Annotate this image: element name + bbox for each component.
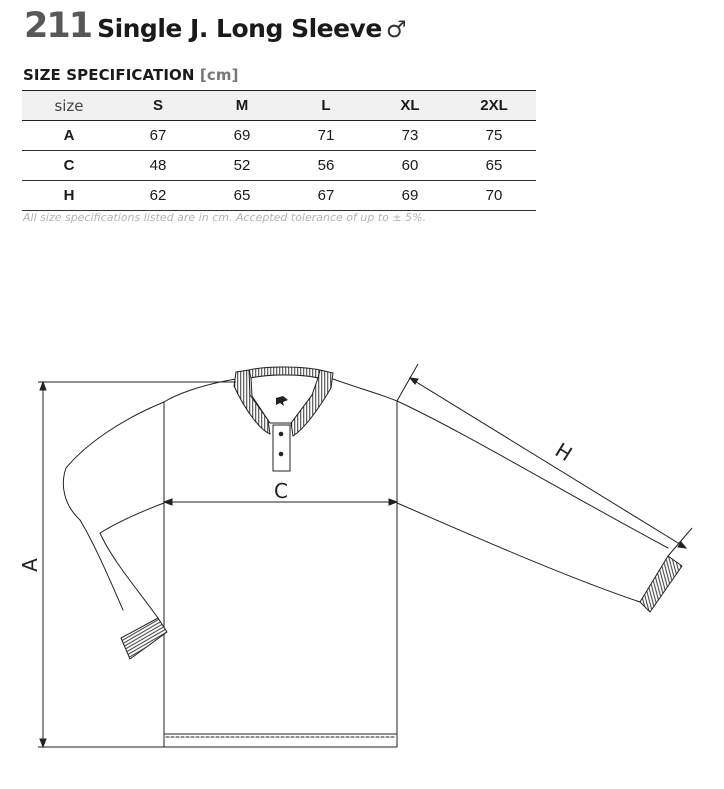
measure-a-arrow-bottom — [40, 739, 46, 747]
measure-a-arrow-top — [40, 382, 46, 390]
measure-h-arrow-top — [410, 378, 418, 384]
product-code: 211 — [24, 6, 92, 46]
table-cell: 67 — [284, 181, 368, 211]
measure-h-label: H — [550, 437, 577, 467]
size-spec-title: SIZE SPECIFICATION — [23, 66, 195, 84]
table-cell: 52 — [200, 151, 284, 181]
measure-c-label: C — [274, 479, 288, 503]
left-sleeve-outline — [63, 402, 164, 610]
size-2xl-header: 2XL — [452, 91, 536, 121]
size-xl-header: XL — [368, 91, 452, 121]
table-cell: 65 — [452, 151, 536, 181]
table-cell: 62 — [116, 181, 200, 211]
collar — [234, 367, 333, 471]
size-l-header: L — [284, 91, 368, 121]
table-cell: 75 — [452, 121, 536, 151]
row-label-a: A — [22, 121, 116, 151]
measure-h-guide-bottom — [668, 528, 692, 556]
measure-h — [397, 364, 692, 556]
size-m-header: M — [200, 91, 284, 121]
table-cell: 48 — [116, 151, 200, 181]
table-cell: 67 — [116, 121, 200, 151]
placket-button — [279, 432, 283, 436]
measure-a — [38, 382, 236, 747]
placket-button — [279, 452, 283, 456]
table-cell: 65 — [200, 181, 284, 211]
right-sleeve-inner — [397, 503, 640, 602]
size-spec-unit: [cm] — [199, 66, 239, 84]
table-cell: 71 — [284, 121, 368, 151]
left-sleeve-inner — [100, 503, 164, 618]
table-cell: 69 — [368, 181, 452, 211]
row-label-c: C — [22, 151, 116, 181]
left-cuff — [121, 618, 167, 659]
size-column-header: size — [22, 91, 116, 121]
tolerance-note: All size specifications listed are in cm. Accepted tolerance of up to ± 5%. — [23, 211, 427, 224]
table-cell: 60 — [368, 151, 452, 181]
size-s-header: S — [116, 91, 200, 121]
table-cell: 70 — [452, 181, 536, 211]
table-cell: 69 — [200, 121, 284, 151]
measure-c-arrow-left — [164, 499, 172, 505]
measure-a-label: A — [18, 558, 42, 572]
table-cell: 73 — [368, 121, 452, 151]
measure-c-arrow-right — [389, 499, 397, 505]
male-symbol-icon: ♂ — [385, 17, 407, 43]
right-cuff — [640, 556, 682, 612]
measure-h-line — [413, 380, 683, 546]
table-cell: 56 — [284, 151, 368, 181]
right-sleeve-outline — [397, 401, 668, 548]
row-label-h: H — [22, 181, 116, 211]
product-title: Single J. Long Sleeve — [97, 14, 382, 43]
